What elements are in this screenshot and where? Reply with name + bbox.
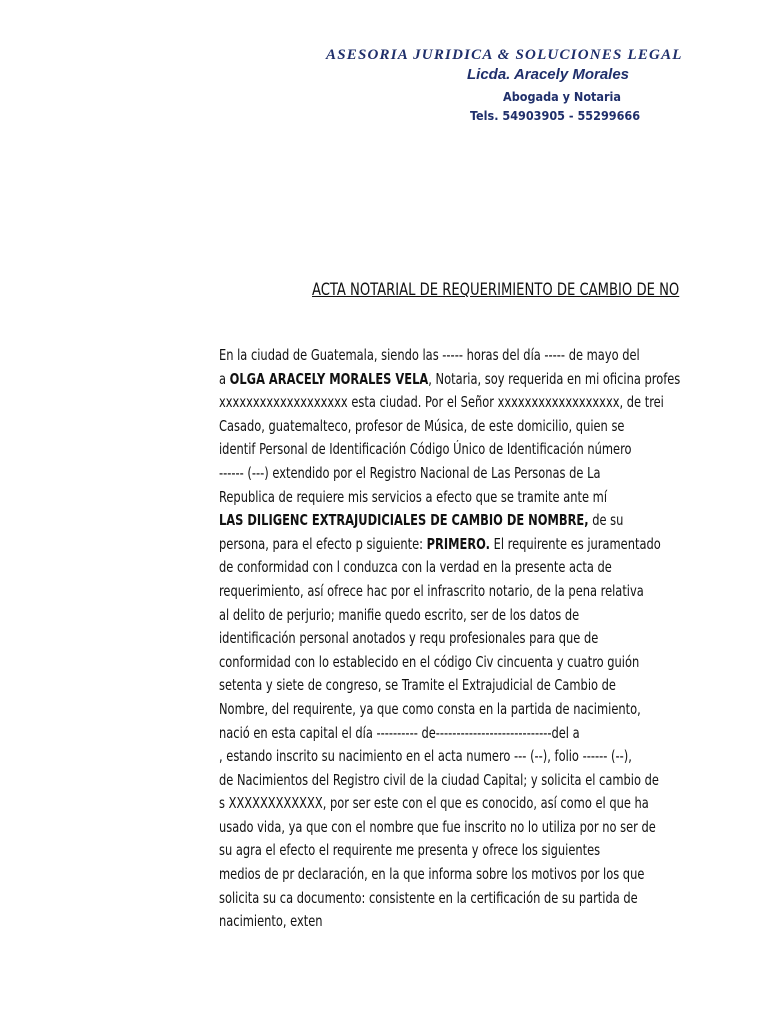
text-line: requerimiento, así ofrece hac por el infrascrito notario, de la pena relativa <box>219 582 644 600</box>
text-line <box>219 509 691 533</box>
text-line: solicita su ca documento: consistente en la certificación de su partida de <box>219 889 638 907</box>
text-line: identif Personal de Identificación Código Único de Identificación número <box>219 441 632 459</box>
text-line: setenta y siete de congreso, se Tramite el Extrajudicial de Cambio de <box>219 677 616 695</box>
procedure-name: LAS DILIGENC EXTRAJUDICIALES DE CAMBIO DE NOMBRE, <box>219 512 589 530</box>
notary-name: OLGA ARACELY MORALES VELA <box>229 370 429 388</box>
text-line: En la ciudad de Guatemala, siendo las ----- horas del día ----- de mayo del <box>219 347 640 364</box>
text-line: su agra el efecto el requirente me presenta y ofrece los siguientes <box>219 842 601 860</box>
document-title: ACTA NOTARIAL DE REQUERIMIENTO DE CAMBIO DE NO <box>312 280 680 300</box>
text-line: xxxxxxxxxxxxxxxxxxx esta ciudad. Por el Señor xxxxxxxxxxxxxxxxxx, de trei <box>219 394 664 412</box>
text-line: medios de pr declaración, en la que informa sobre los motivos por los que <box>219 866 645 884</box>
text-line: conformidad con lo establecido en el código Civ cincuenta y cuatro guión <box>219 653 640 671</box>
firm-name: ASESORIA JURIDICA & SOLUCIONES LEGAL <box>326 47 683 63</box>
text-line <box>219 368 691 392</box>
text-line: usado vida, ya que con el nombre que fue inscrito no lo utiliza por no ser de <box>219 818 656 836</box>
text-line: Republica de requiere mis servicios a efecto que se tramite ante mí <box>219 488 608 506</box>
text-line: Casado, guatemalteco, profesor de Música, de este domicilio, quien se <box>219 417 625 435</box>
text-run: El requirente es juramentado <box>489 535 661 553</box>
text-line <box>219 533 691 557</box>
text-line: s XXXXXXXXXXXX, por ser este con el que es conocido, así como el que ha <box>219 795 649 813</box>
text-line: nació en esta capital el día ---------- de----------------------------del a <box>219 724 580 742</box>
professional-title: Abogada y Notaria <box>503 89 621 104</box>
text-run: de su <box>588 512 624 530</box>
text-line: ------ (---) extendido por el Registro Nacional de Las Personas de La <box>219 464 601 482</box>
letterhead <box>0 0 768 140</box>
text-line: nacimiento, exten <box>219 913 323 931</box>
text-line: Nombre, del requirente, ya que como consta en la partida de nacimiento, <box>219 700 641 718</box>
text-run: a <box>219 370 230 388</box>
text-line: al delito de perjurio; manifie quedo escrito, ser de los datos de <box>219 606 580 624</box>
text-line: identificación personal anotados y requ profesionales para que de <box>219 630 599 648</box>
text-run: persona, para el efecto p siguiente: <box>219 535 427 553</box>
document-body <box>219 344 768 934</box>
text-line: de conformidad con l conduzca con la verdad en la presente acta de <box>219 559 612 577</box>
text-line: de Nacimientos del Registro civil de la ciudad Capital; y solicita el cambio de <box>219 771 659 789</box>
clause-heading: PRIMERO. <box>426 535 490 553</box>
text-line: , estando inscrito su nacimiento en el acta numero --- (--), folio ------ (--), <box>219 748 632 766</box>
text-run: , Notaria, soy requerida en mi oficina profes <box>428 370 681 388</box>
lawyer-name: Licda. Aracely Morales <box>467 66 630 83</box>
phone-numbers: Tels. 54903905 - 55299666 <box>470 108 641 123</box>
